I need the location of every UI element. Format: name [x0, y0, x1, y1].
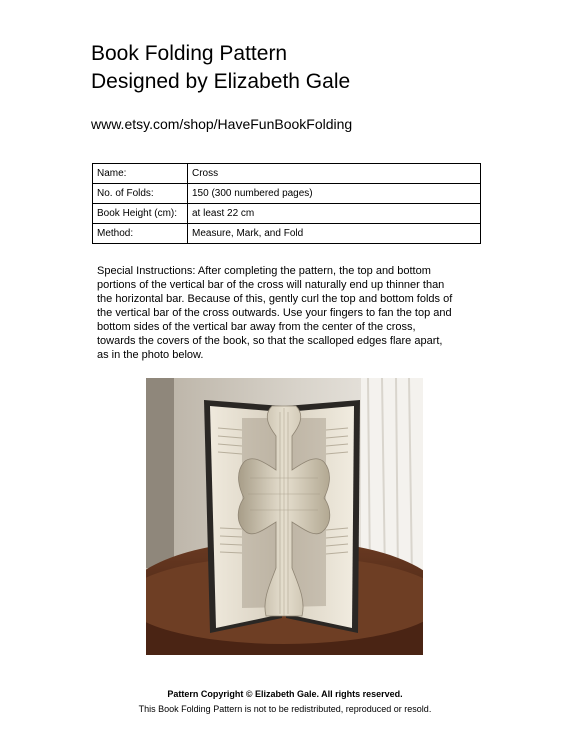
info-label: No. of Folds: — [93, 184, 188, 204]
info-label: Book Height (cm): — [93, 204, 188, 224]
instruction-line: towards the covers of the book, so that the scalloped edges flare apart, — [97, 335, 443, 347]
instruction-line: the horizontal bar. Because of this, gently curl the top and bottom folds of — [97, 293, 453, 305]
instruction-line: Special Instructions: After completing the pattern, the top and bottom — [97, 265, 431, 277]
folded-book-photo — [146, 378, 423, 655]
info-value: at least 22 cm — [188, 204, 481, 224]
table-row — [93, 184, 481, 204]
table-row — [93, 204, 481, 224]
copyright-notice: Pattern Copyright © Elizabeth Gale. All rights reserved. — [167, 689, 403, 699]
instruction-line: portions of the vertical bar of the cross will naturally end up thinner than — [97, 279, 445, 291]
table-row — [93, 224, 481, 244]
info-value: Measure, Mark, and Fold — [188, 224, 481, 244]
info-value: 150 (300 numbered pages) — [188, 184, 481, 204]
page-title — [91, 40, 350, 96]
info-label: Method: — [93, 224, 188, 244]
instruction-line: bottom sides of the vertical bar away from the center of the cross, — [97, 321, 416, 333]
shop-url: www.etsy.com/shop/HaveFunBookFolding — [91, 116, 353, 132]
table-row — [93, 164, 481, 184]
pattern-info-table — [92, 163, 481, 244]
instruction-line: as in the photo below. — [97, 349, 204, 361]
info-label: Name: — [93, 164, 188, 184]
title-line-1: Book Folding Pattern — [91, 42, 288, 65]
info-value: Cross — [188, 164, 481, 184]
title-line-2: Designed by Elizabeth Gale — [91, 70, 351, 93]
special-instructions — [97, 264, 482, 362]
instruction-line: the vertical bar of the cross outwards. Use your fingers to fan the top and — [97, 307, 452, 319]
usage-notice: This Book Folding Pattern is not to be redistributed, reproduced or resold. — [138, 704, 432, 714]
